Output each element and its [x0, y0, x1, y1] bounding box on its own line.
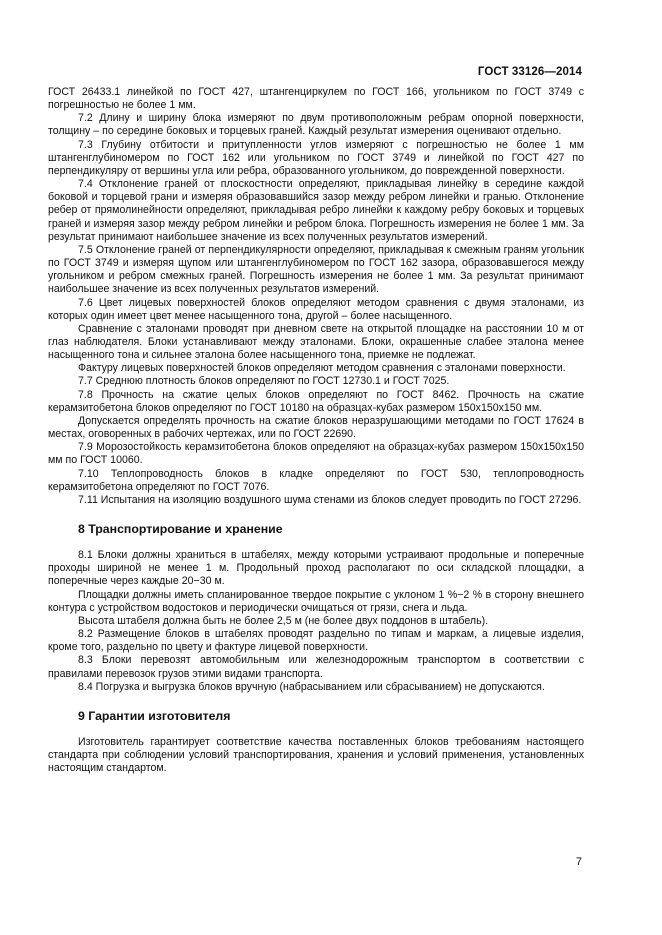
- paragraph-7-7: 7.7 Среднюю плотность блоков определяют по ГОСТ 12730.1 и ГОСТ 7025.: [78, 375, 450, 388]
- paragraph-7-9: 7.9 Морозостойкость керамзитобетона блоков определяют на образцах-кубах размером 150х150х150 мм по ГОСТ 10060.: [48, 441, 584, 467]
- paragraph-8-2: 8.2 Размещение блоков в штабелях проводят раздельно по типам и маркам, а лицевые изделия, кроме того, раздельно по цвету и фактуре лицевой поверхности.: [48, 628, 584, 654]
- paragraph-8-1-height: Высота штабеля должна быть не более 2,5 м (не более двух поддонов в штабель).: [78, 614, 489, 627]
- paragraph-7-6-comparison: Сравнение с эталонами проводят при дневном свете на открытой площадке на расстоянии 10 м от глаз наблюдателя. Блоки устанавливают между эталонами. Блоки, окрашенные слабее эталона менее насыщенного тона и сильнее эталона более насыщенного тона, приемке не подлежат.: [48, 322, 584, 362]
- paragraph-7-8: 7.8 Прочность на сжатие целых блоков определяют по ГОСТ 8462. Прочность на сжатие керамзитобетона блоков определяют по ГОСТ 10180 на образцах-кубах размером 150х150х150 мм.: [48, 388, 584, 414]
- paragraph-8-4: 8.4 Погрузка и выгрузка блоков вручную (набрасыванием или сбрасыванием) не допускаются.: [78, 680, 545, 693]
- paragraph-7-10: 7.10 Теплопроводность блоков в кладке определяют по ГОСТ 530, теплопроводность керамзитобетона определяют по ГОСТ 7076.: [48, 467, 584, 493]
- paragraph-7-1-continuation: ГОСТ 26433.1 линейкой по ГОСТ 427, штангенциркулем по ГОСТ 166, угольником по ГОСТ 3749 с погрешностью не более 1 мм.: [48, 86, 584, 112]
- paragraph-8-1-platforms: Площадки должны иметь спланированное твердое покрытие с уклоном 1 %−2 % в сторону внешнего контура с устройством водостоков и периодически очищаться от грязи, снега и льда.: [48, 588, 584, 614]
- paragraph-8-1: 8.1 Блоки должны храниться в штабелях, между которыми устраивают продольные и поперечные проходы шириной не менее 1 м. Продольный проход располагают по оси складской площадки, а поперечные через каждые 20−30 м.: [48, 549, 584, 588]
- paragraph-7-3: 7.3 Глубину отбитости и притупленности углов измеряют с погрешностью не более 1 мм штангенглубиномером по ГОСТ 162 или угольником по ГОСТ 3749 и линейкой по ГОСТ 427 по перпендикуляру от вершины угла или ребра, образованного угольником, до поврежденной поверхности.: [48, 138, 584, 177]
- paragraph-7-4: 7.4 Отклонение граней от плоскостности определяют, прикладывая линейку в середине каждой боковой и торцевой грани и измеряя образовавшийся зазор между ребром линейки и гранью. Отклонение ребер от прямолинейности определяют, прикладывая ребро линейки к каждому ребру боковых и торцевых граней и измеряя зазор между ребром линейки и ребром блока. Погрешность измерения не более 1 мм. За результат принимают наибольшее значение из всех полученных результатов измерений.: [48, 178, 584, 243]
- document-body: [48, 86, 584, 776]
- paragraph-7-8-nondestructive: Допускается определять прочность на сжатие блоков неразрушающими методами по ГОСТ 17624 в местах, оговоренных в рабочих чертежах, или по ГОСТ 22690.: [48, 414, 584, 441]
- paragraph-7-2: 7.2 Длину и ширину блока измеряют по двум противоположным ребрам опорной поверхности, толщину – по середине боковых и торцевых граней. Каждый результат измерения оценивают отдельно.: [48, 112, 584, 138]
- paragraph-7-6: 7.6 Цвет лицевых поверхностей блоков определяют методом сравнения с двумя эталонами, из которых один имеет цвет менее насыщенного тона, другой – более насыщенного.: [48, 296, 584, 322]
- section-8-heading: 8 Транспортирование и хранение: [78, 522, 283, 536]
- paragraph-7-5: 7.5 Отклонение граней от перпендикулярности определяют, прикладывая к смежным граням угольник по ГОСТ 3749 и измеряя щупом или штангенглубиномером по ГОСТ 162 зазора, образовавшегося между угольником и ребром смежных граней. Погрешность измерения не более 1 мм. За результат принимают наибольшее значение из всех полученных результатов измерений.: [48, 243, 584, 296]
- paragraph-7-6-texture: Фактуру лицевых поверхностей блоков определяют методом сравнения с эталонами поверхности.: [78, 362, 566, 375]
- page-header-standard: ГОСТ 33126—2014: [477, 66, 582, 78]
- page-number: 7: [575, 856, 582, 868]
- section-9-heading: 9 Гарантии изготовителя: [78, 708, 231, 723]
- paragraph-8-3: 8.3 Блоки перевозят автомобильным или железнодорожным транспортом в соответствии с правилами перевозок грузов этими видами транспорта.: [48, 654, 584, 680]
- paragraph-7-11: 7.11 Испытания на изоляцию воздушного шума стенами из блоков следует проводить по ГОСТ 27296.: [78, 493, 582, 506]
- paragraph-9-guarantee: Изготовитель гарантирует соответствие качества поставленных блоков требованиям настоящего стандарта при соблюдении условий транспортирования, хранения и условий применения, установленных настоящим стандартом.: [48, 736, 584, 775]
